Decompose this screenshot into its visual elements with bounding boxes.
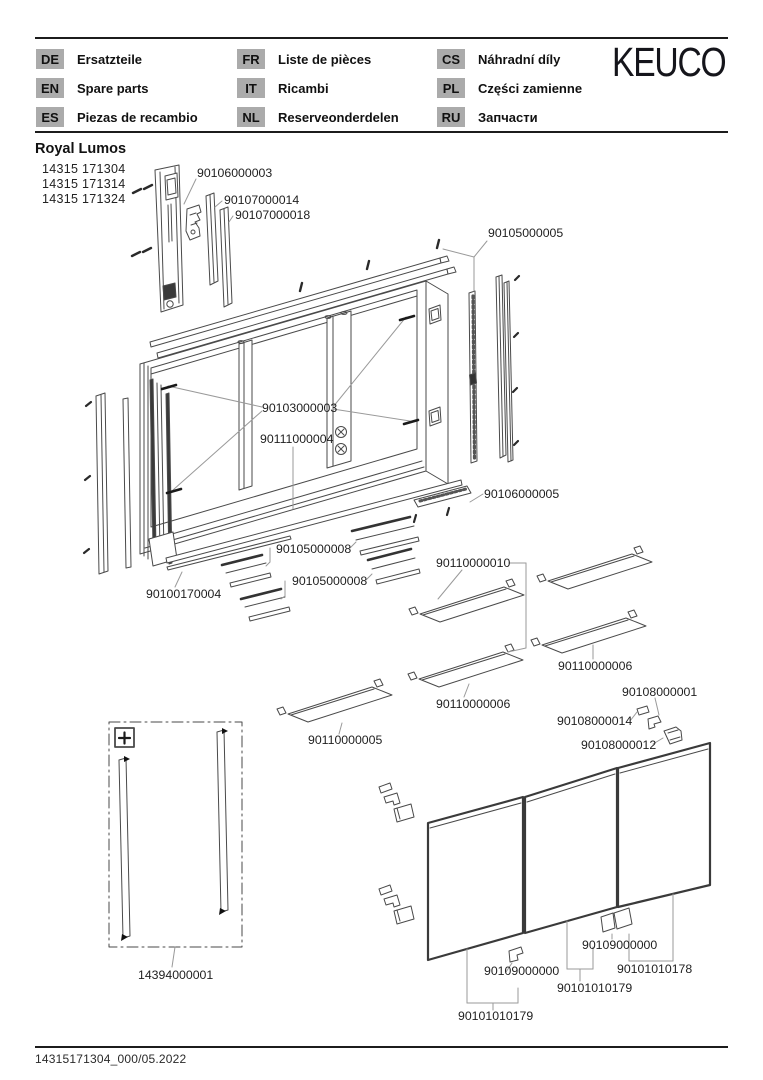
strip-cluster-2 [368, 549, 420, 584]
part-label-door-glass-left: 90101010179 [458, 1009, 534, 1023]
keuco-logo: KEUCO [612, 39, 726, 85]
cabinet-carcass [140, 281, 448, 566]
lang-label: Liste de pièces [278, 51, 372, 67]
part-label-shelf-wide: 90110000010 [436, 556, 511, 570]
lang-code-badge: DE [36, 49, 64, 69]
part-label-shelf-std-2: 90110000006 [436, 697, 511, 711]
model-number: 14315 171314 [42, 177, 126, 191]
part-label-cover-strip-b: 90107000018 [235, 208, 311, 222]
glass-shelf-small [277, 679, 392, 722]
strip-cluster-3 [222, 555, 271, 587]
grille-screws [414, 508, 449, 522]
part-label-hinge-block: 90106000003 [197, 166, 273, 180]
part-label-cabinet-body: 90111000004 [260, 432, 334, 446]
strip-cluster-4 [241, 589, 290, 621]
part-label-clip-c: 90108000012 [581, 738, 657, 752]
hinge-rail [155, 165, 183, 312]
lang-label: Części zamienne [478, 80, 583, 96]
left-trim-strips [96, 393, 131, 574]
part-label-door-bearing-left: 90109000000 [484, 964, 560, 978]
part-label-strip-set-2: 90105000008 [292, 574, 368, 588]
bottom-trim-leader [175, 572, 182, 587]
lang-code-badge: EN [36, 78, 64, 98]
cover-strip-part-b [220, 207, 232, 307]
part-label-cover-strip-a: 90107000014 [224, 193, 300, 207]
part-label-bottom-trim: 90100170004 [146, 587, 222, 601]
lang-code-badge: IT [237, 78, 265, 98]
part-label-grille-strip: 90106000005 [484, 487, 560, 501]
model-number: 14315 171324 [42, 192, 126, 206]
left-trim-screws [84, 402, 91, 553]
hinge-assembly-2 [379, 885, 414, 924]
part-label-clip-b: 90108000014 [557, 714, 633, 728]
product-title: Royal Lumos [35, 141, 127, 157]
lang-code-badge: NL [237, 107, 265, 127]
mirror-doors [428, 743, 710, 960]
led-profile-leader [443, 241, 487, 291]
hinge-block-part [186, 205, 201, 240]
lang-label: Spare parts [77, 80, 149, 96]
glass-shelf-r2 [531, 610, 646, 653]
lang-code-badge: PL [437, 78, 465, 98]
lang-label: Ersatzteile [77, 51, 143, 67]
glass-shelf-r1 [537, 546, 652, 589]
part-label-door-bearing-mid: 90109000000 [582, 938, 658, 952]
right-trim-screws [513, 276, 519, 445]
part-label-door-glass-mid: 90101010179 [557, 981, 633, 995]
lang-label: Náhradní díly [478, 51, 561, 67]
mounting-kit-box [109, 722, 242, 967]
lang-code-badge: RU [437, 107, 465, 127]
lang-code-badge: ES [36, 107, 64, 127]
part-label-mounting-kit: 14394000001 [138, 968, 214, 982]
grille-leader [470, 494, 483, 502]
part-label-shelf-small: 90110000005 [308, 733, 383, 747]
part-label-shelf-std-1: 90110000006 [558, 659, 633, 673]
lang-label: Reserveonderdelen [278, 109, 399, 125]
glass-shelf-l2 [408, 644, 523, 687]
part-label-led-profile: 90105000005 [488, 226, 564, 240]
part-label-door-right: 90101010178 [617, 962, 693, 976]
lang-code-badge: FR [237, 49, 265, 69]
part-label-clip-a: 90108000001 [622, 685, 698, 699]
led-profile-strip [469, 291, 477, 463]
document-reference: 14315171304_000/05.2022 [35, 1052, 187, 1066]
right-trim-strips [496, 275, 513, 462]
cover-strip-part-a [206, 193, 218, 285]
glass-shelf-l1 [409, 579, 524, 622]
lang-label: Запчасти [478, 109, 538, 125]
lang-label: Piezas de recambio [77, 109, 198, 125]
part-label-cross-brace: 90103000003 [262, 401, 338, 415]
model-number: 14315 171304 [42, 162, 126, 176]
part-label-strip-set-1: 90105000008 [276, 542, 352, 556]
lang-label: Ricambi [278, 80, 329, 96]
footer-rule [35, 1046, 728, 1048]
lang-code-badge: CS [437, 49, 465, 69]
hinge-assembly-1 [379, 783, 414, 822]
